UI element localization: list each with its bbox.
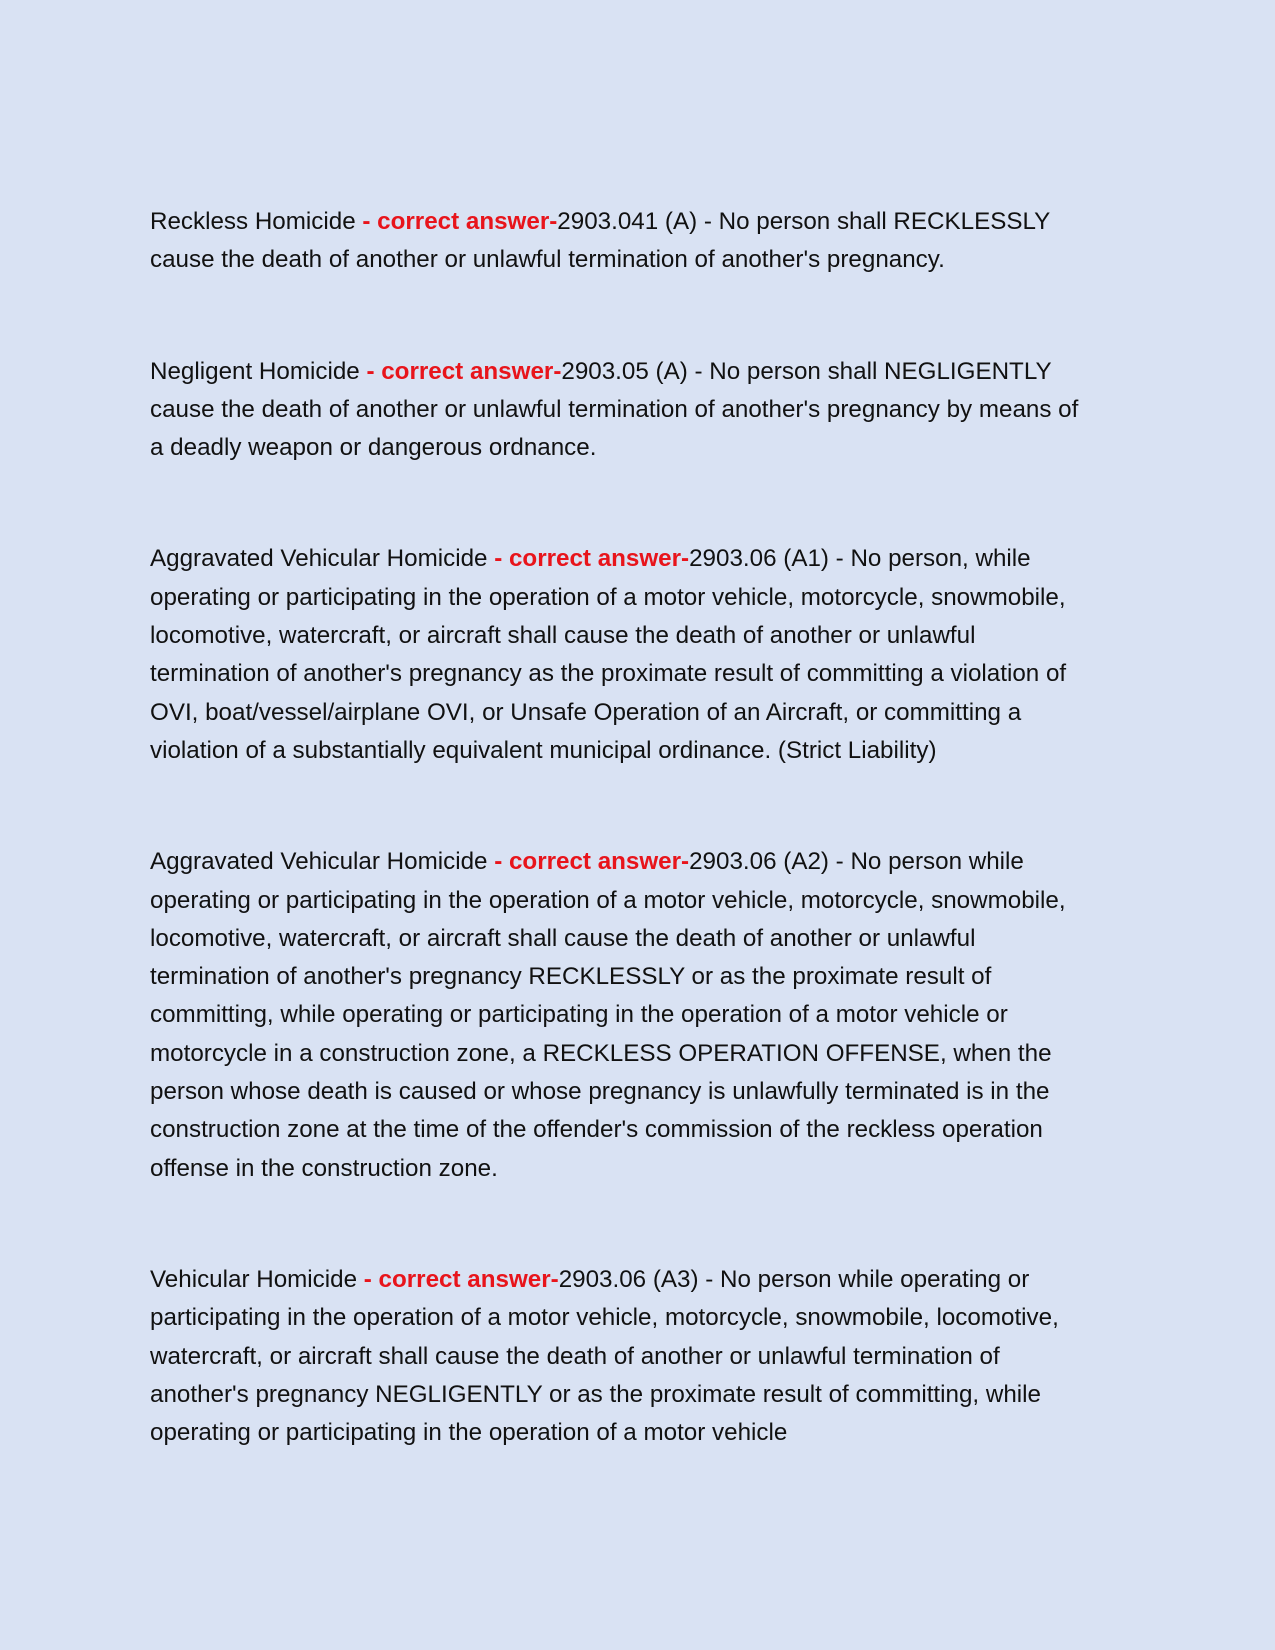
definition: 2903.05 (A) - No person shall NEGLIGENTLY cause the death of another or unlawful termination of another's pregnancy by means of a deadly weapon or dangerous ordnance. — [150, 357, 1079, 462]
term: Aggravated Vehicular Homicide — [150, 545, 495, 573]
definition: 2903.041 (A) - No person shall RECKLESSLY cause the death of another or unlawful termination of another's pregnancy. — [150, 208, 1050, 274]
term: Reckless Homicide — [150, 208, 363, 235]
flashcard-entry-vehicular-homicide-a3 — [150, 1261, 1095, 1452]
correct-answer-marker: - correct answer- — [494, 545, 690, 573]
term: Negligent Homicide — [150, 357, 367, 385]
flashcard-entry-aggravated-vehicular-homicide-a1 — [150, 540, 1095, 770]
definition: 2903.06 (A3) - No person while operating or participating in the operation of a motor vehicle, motorcycle, snowmobile, locomotive, watercraft, or aircraft shall cause the death of another or unlawful termination of another's pregnancy NEGLIGENTLY or as the proximate result of committing, while operating or participating in the operation of a motor vehicle — [150, 1265, 1059, 1447]
definition: 2903.06 (A1) - No person, while operating or participating in the operation of a motor vehicle, motorcycle, snowmobile, locomotive, watercraft, or aircraft shall cause the death of another or unlawful termination of another's pregnancy as the proximate result of committing a violation of OVI, boat/vessel/airplane OVI, or Unsafe Operation of an Aircraft, or committing a violation of a substantially equivalent municipal ordinance. (Strict Liability) — [150, 545, 1067, 764]
flashcard-entry-aggravated-vehicular-homicide-a2 — [150, 843, 1095, 1188]
correct-answer-marker: - correct answer- — [366, 357, 562, 385]
correct-answer-marker: - correct answer- — [494, 848, 690, 876]
definition: 2903.06 (A2) - No person while operating or participating in the operation of a motor vehicle, motorcycle, snowmobile, locomotive, watercraft, or aircraft shall cause the death of another or unlawful termination of another's pregnancy RECKLESSLY or as the proximate result of committing, while operating or participating in the operation of a motor vehicle or motorcycle in a construction zone, a RECKLESS OPERATION OFFENSE, when the person whose death is caused or whose pregnancy is unlawfully terminated is in the construction zone at the time of the offender's commission of the reckless operation offense in the construction zone. — [150, 848, 1066, 1182]
correct-answer-marker: - correct answer- — [363, 1265, 559, 1293]
term: Vehicular Homicide — [150, 1265, 364, 1293]
flashcard-entry-negligent-homicide — [150, 353, 1095, 468]
correct-answer-marker: - correct answer- — [362, 208, 558, 235]
term: Aggravated Vehicular Homicide — [150, 848, 495, 876]
flashcard-entry-reckless-homicide — [150, 203, 1095, 280]
